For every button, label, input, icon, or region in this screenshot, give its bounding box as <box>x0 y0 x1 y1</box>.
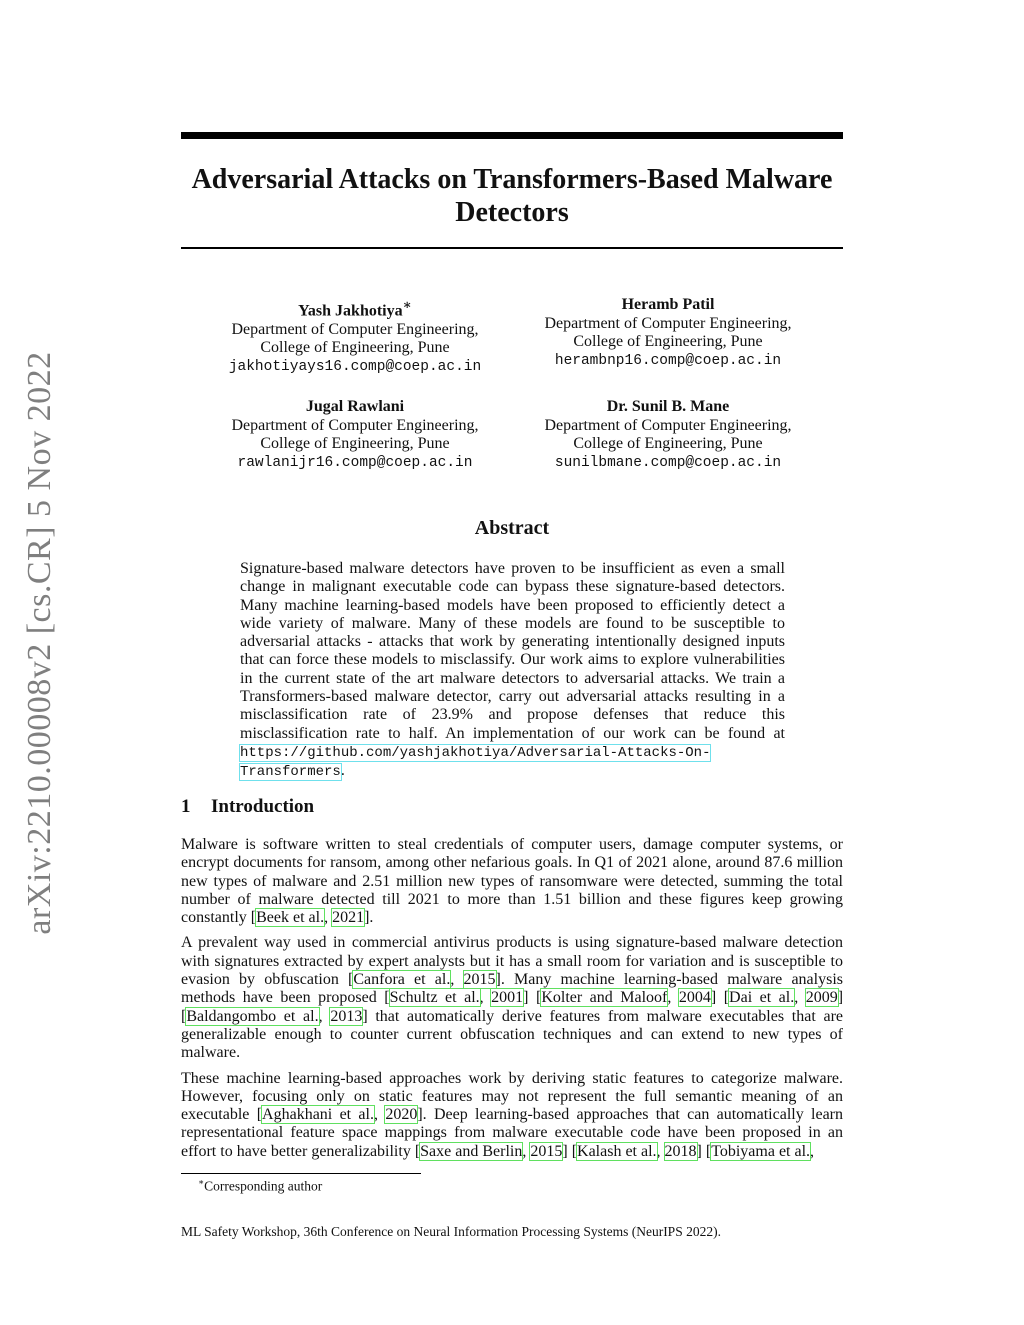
introduction-body <box>181 836 843 1168</box>
author-block-3 <box>205 398 505 472</box>
citation-link[interactable]: Canfora et al. <box>353 971 451 989</box>
section-title: Introduction <box>211 796 315 817</box>
author-department: Department of Computer Engineering, <box>231 320 479 338</box>
title-bottom-rule <box>181 247 843 249</box>
paragraph-2: A prevalent way used in commercial antivirus products is using signature-based malware detection with signatures extracted by expert analysts but it has a small room for variation and is susceptible to evasion by obfuscation [Canfora et al., 2015]. Many machine learning-based malware analysis methods have been proposed [Schultz et al., 2001] [Kolter and Maloof, 2004] [Dai et al., 2009] [Baldangombo et al., 2013] that automatically derive features from malware executables that are generalizable enough to counter current obfuscation techniques and can extend to new types of malware. <box>181 934 844 1062</box>
citation-link[interactable]: 2015 <box>463 971 496 989</box>
citation-link[interactable]: Beek et al. <box>256 909 325 927</box>
abstract-end: . <box>340 762 345 780</box>
citation-link[interactable]: 2015 <box>530 1142 563 1160</box>
author-college: College of Engineering, Pune <box>573 435 763 452</box>
author-email[interactable]: herambnp16.comp@coep.ac.in <box>554 352 782 369</box>
citation-link[interactable]: 2009 <box>805 989 838 1007</box>
abstract-text: Signature-based malware detectors have proven to be insufficient as even a small change in malignant executable code can bypass these signature-based detectors. Many machine learning-based models have been proposed to efficiently detect a wide variety of malware. Many of these models are found to be susceptible to adversarial attacks - attacks that work by generating intentionally designed inputs that can force these models to misclassify. Our work aims to explore vulnerabilities in the current state of the art malware detectors to adversarial attacks. We train a Transformers-based malware detector, carry out adversarial attacks resulting in a misclassification rate of 23.9% and propose defenses that reduce this misclassification rate to half. An implementation of our work can be found at <box>240 560 785 742</box>
citation-link[interactable]: Dai et al. <box>729 989 795 1007</box>
paper-title <box>181 163 843 229</box>
citation-link[interactable]: Baldangombo et al. <box>186 1007 319 1025</box>
citation-link[interactable]: Schultz et al. <box>389 989 480 1007</box>
citation-link[interactable]: Kalash et al. <box>577 1142 657 1160</box>
section-heading-introduction <box>181 796 314 818</box>
footnote <box>198 1177 322 1195</box>
author-block-2 <box>518 296 818 370</box>
author-name: Yash Jakhotiya∗ <box>298 297 412 320</box>
corresponding-mark: ∗ <box>402 297 412 312</box>
citation-link[interactable]: 2021 <box>332 909 365 927</box>
footnote-rule <box>181 1173 421 1174</box>
abstract-body <box>240 560 785 782</box>
title-top-rule <box>181 132 843 139</box>
citation-link[interactable]: Saxe and Berlin <box>420 1142 523 1160</box>
author-block-4 <box>518 398 818 472</box>
author-department: Department of Computer Engineering, <box>231 416 479 434</box>
author-name: Dr. Sunil B. Mane <box>606 398 730 415</box>
citation-link[interactable]: 2004 <box>678 989 711 1007</box>
arxiv-identifier: arXiv:2210.00008v2 [cs.CR] 5 Nov 2022 <box>21 350 58 935</box>
author-email[interactable]: sunilbmane.comp@coep.ac.in <box>554 454 782 471</box>
citation-link[interactable]: Aghakhani et al. <box>262 1106 374 1124</box>
author-email[interactable]: rawlanijr16.comp@coep.ac.in <box>237 454 473 471</box>
paragraph-3: These machine learning-based approaches work by deriving static features to categorize malware. However, focusing only on static features may not represent the full semantic meaning of an executable [Aghakhani et al., 2020]. Deep learning-based approaches that can automatically learn representational feature space mappings from malware executable code have been proposed in an effort to have better generalizability [Saxe and Berlin, 2015] [Kalash et al., 2018] [Tobiyama et al., <box>181 1069 844 1160</box>
author-department: Department of Computer Engineering, <box>544 314 792 332</box>
repository-link[interactable]: https://github.com/yashjakhotiya/Adversarial-Attacks-On-Transformers <box>240 744 711 781</box>
author-department: Department of Computer Engineering, <box>544 416 792 434</box>
citation-link[interactable]: Kolter and Maloof <box>541 989 668 1007</box>
author-name: Jugal Rawlani <box>305 398 405 415</box>
citation-link[interactable]: 2013 <box>330 1007 363 1025</box>
author-college: College of Engineering, Pune <box>573 333 763 350</box>
footnote-mark: ∗ <box>198 1177 205 1187</box>
author-college: College of Engineering, Pune <box>260 339 450 357</box>
citation-link[interactable]: 2001 <box>491 989 524 1007</box>
paragraph-1: Malware is software written to steal credentials of computer users, damage computer systems, or encrypt documents for ransom, among other nefarious goals. In Q1 of 2021 alone, around 87.6 million new types of malware and 2.51 million new types of ransomware were detected, summing the total number of malware detected till 2021 to more than 1.51 billion and these figures keep growing constantly [Beek et al., 2021]. <box>181 836 843 927</box>
section-number: 1 <box>181 796 191 817</box>
footnote-text: Corresponding author <box>204 1178 323 1194</box>
arxiv-sidebar-stamp <box>18 350 62 935</box>
title-line-1: Adversarial Attacks on Transformers-Based Malware <box>191 164 833 195</box>
citation-link[interactable]: 2018 <box>664 1142 697 1160</box>
author-name: Heramb Patil <box>621 296 715 313</box>
author-email[interactable]: jakhotiyays16.comp@coep.ac.in <box>228 358 482 375</box>
title-line-2: Detectors <box>455 197 569 228</box>
venue-footer: ML Safety Workshop, 36th Conference on Neural Information Processing Systems (NeurIPS 2022). <box>181 1224 721 1239</box>
citation-link[interactable]: 2020 <box>385 1106 418 1124</box>
citation-link[interactable]: Tobiyama et al. <box>711 1142 811 1160</box>
author-college: College of Engineering, Pune <box>260 435 450 452</box>
author-block-1 <box>205 296 505 376</box>
abstract-heading: Abstract <box>474 517 550 539</box>
